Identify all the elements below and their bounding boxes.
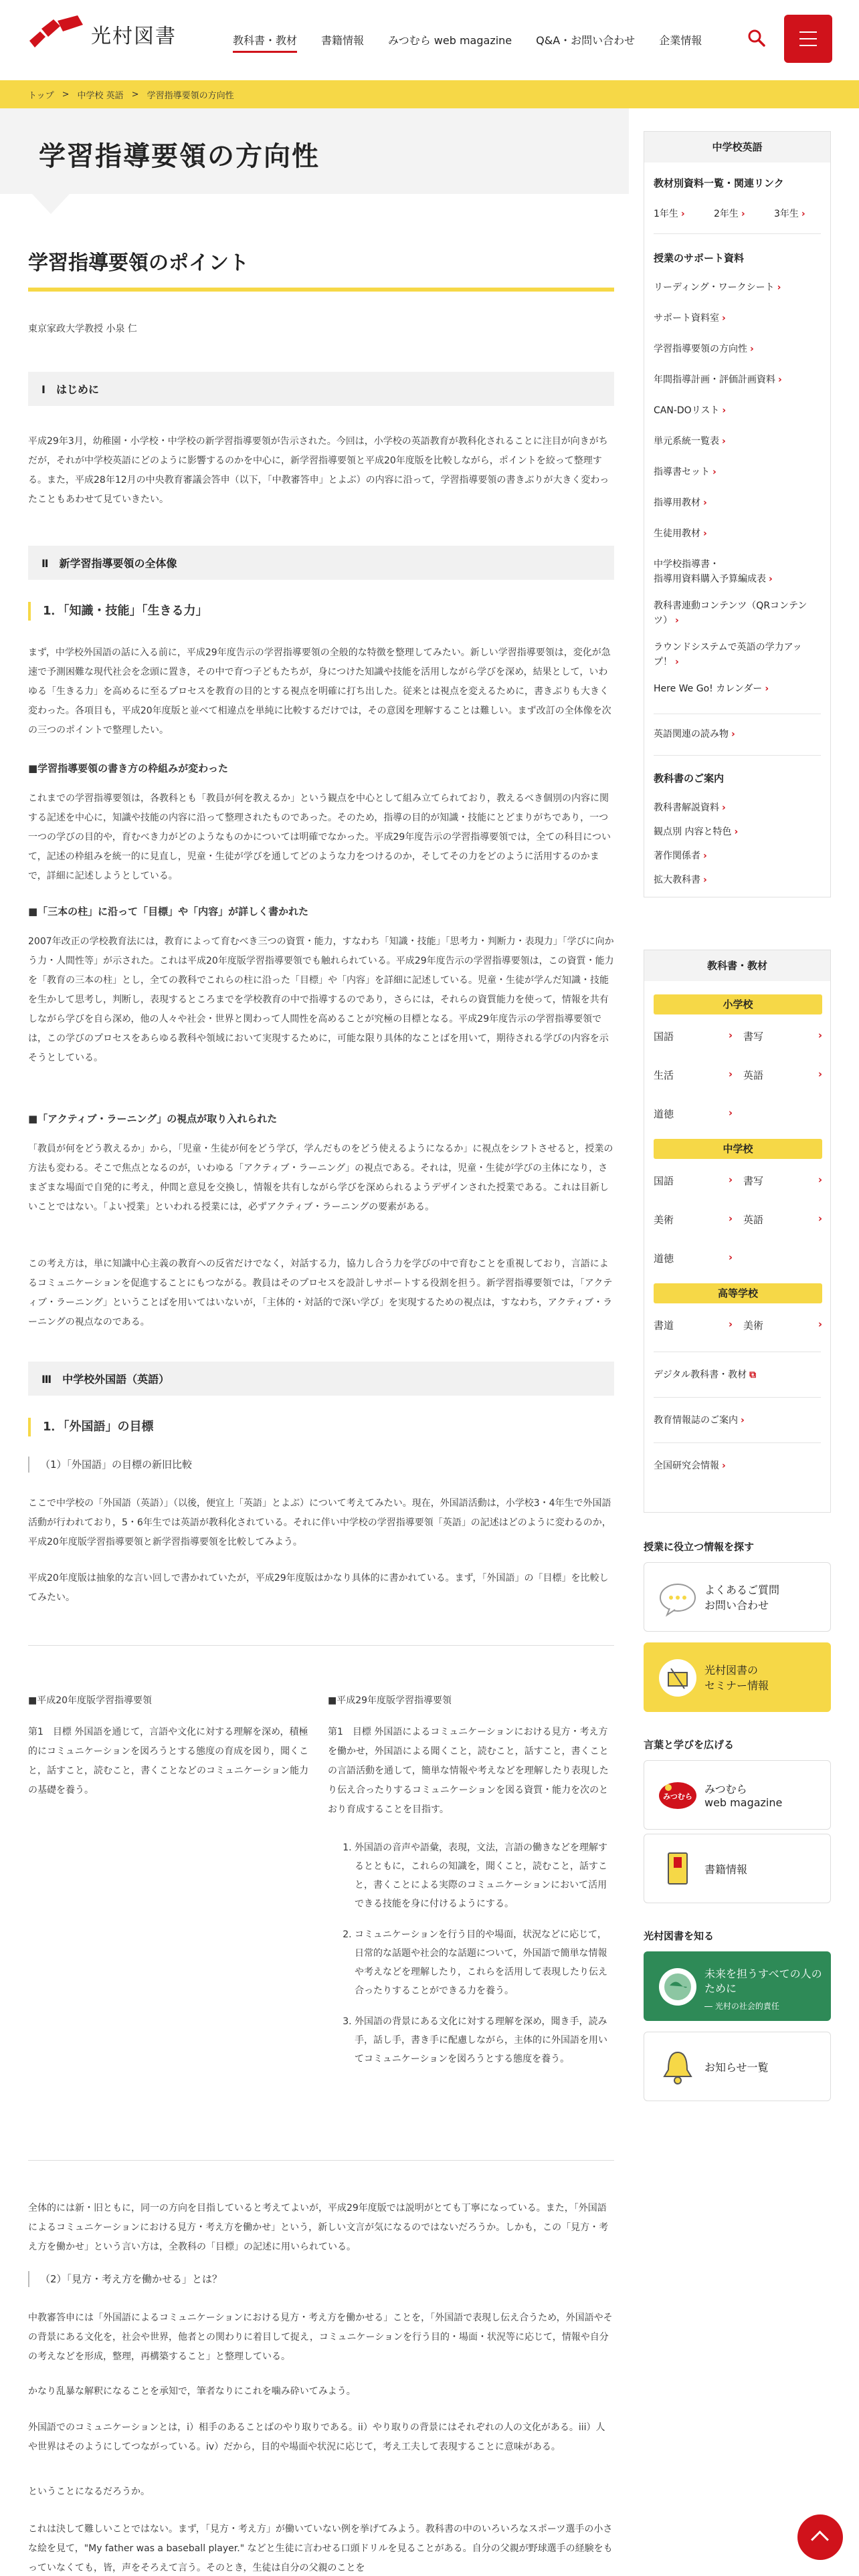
sidebar-item-budget[interactable] <box>644 557 830 599</box>
sidebar-guide-list <box>644 800 830 897</box>
comparison-new-heading: ■平成29年度版学習指導要領 <box>328 1695 452 1706</box>
grade-label: 2年生 <box>714 209 739 219</box>
sidebar-item-label: 単元系統一覧表 <box>654 436 719 447</box>
web-magazine-logo-icon <box>658 1776 698 1816</box>
divider <box>654 1442 821 1443</box>
sidebar-digital-textbooks-link[interactable] <box>644 1368 765 1381</box>
sidebar-item-round-system[interactable] <box>644 640 830 681</box>
chevron-right-icon: › <box>731 729 735 740</box>
sidebar-item-calendar[interactable] <box>644 681 830 712</box>
sidebar-item-commentary[interactable] <box>644 800 830 825</box>
divider <box>28 2160 614 2161</box>
search-icon[interactable] <box>745 27 768 49</box>
sidebar-label-support: 授業のサポート資料 <box>654 252 745 264</box>
elementary-label: 小学校 <box>654 994 822 1014</box>
chevron-right-icon: › <box>703 498 707 508</box>
minor-heading-viewpoint: （2）「見方・考え方を働かせる」とは？ <box>28 2271 222 2287</box>
elem-life-link[interactable] <box>654 1068 733 1082</box>
sidebar-grade-1[interactable] <box>644 207 694 220</box>
sidebar-magazines-link[interactable] <box>644 1413 754 1426</box>
goals-paragraph-2: 平成20年度版は抽象的な言い回しで書かれていたが，平成29年度版はかなり具体的に書かれている。まず，「外国語」の「目標」を比較してみたい。 <box>28 1573 609 1603</box>
chevron-right-icon: › <box>728 1174 733 1186</box>
chevron-right-icon: › <box>750 344 754 354</box>
sidebar-item-worksheet[interactable] <box>644 280 830 311</box>
sidebar-item-label: 英語関連の読み物 <box>654 729 729 740</box>
divider <box>654 1397 821 1398</box>
sidebar-item-label: 教科書解説資料 <box>654 802 719 813</box>
sidebar-item-label: 年間指導計画・評価計画資料 <box>654 374 775 385</box>
sidebar-item-label: 拡大教科書 <box>654 875 700 885</box>
bell-icon <box>658 2047 698 2087</box>
analysis-paragraph-5: ということになるだろうか。 <box>28 2486 150 2497</box>
nav-qa-contact[interactable]: Q&A・お問い合わせ <box>536 34 636 47</box>
overview-paragraph-5: この考え方は，単に知識中心主義の教育への反省だけでなく，対話する力，協力し合う力を学びの中で育むことを重視しており，言語によるコミュニケーションを促進することにもつながる。教員はそのプロセスを設計しサポートする役割を担う。新学習指導要領では，「アクティブ・ラーニング」ということばを用いてはいないが，「主体的・対話的で深い学び」を実現するための視点は，すなわち，アクティブ・ラーニングの視点なのである。 <box>28 1259 613 1327</box>
grade-label: 1年生 <box>654 209 678 219</box>
author: 東京家政大学教授 小泉 仁 <box>28 324 137 334</box>
hs-calligraphy-link[interactable] <box>654 1318 733 1332</box>
chevron-right-icon: › <box>722 436 726 447</box>
nav-company[interactable]: 企業情報 <box>659 34 702 47</box>
nav-web-magazine[interactable]: みつむら web magazine <box>388 34 512 47</box>
subheading-knowledge: 1．「知識・技能」「生きる力」 <box>28 602 208 621</box>
jhs-calligraphy-link[interactable] <box>743 1174 822 1188</box>
chevron-right-icon: › <box>722 405 727 416</box>
chevron-right-icon: › <box>722 802 726 813</box>
chevron-right-icon: › <box>703 851 707 861</box>
list-item: 3. 外国語の背景にある文化に対する理解を深め，聞き手，読み手，話し手，書き手に配慮しながら，主体的に外国語を用いてコミュニケーションを図ろうとする態度を養う。 <box>355 2012 614 2068</box>
analysis-paragraph-3: かなり乱暴な解釈になることを承知で，筆者なりにこれを噛み砕いてみよう。 <box>28 2386 356 2397</box>
subject-label: 生活 <box>654 1069 674 1081</box>
section-heading-overview: Ⅱ 新学習指導要領の全体像 <box>28 546 614 580</box>
seminar-icon <box>658 1658 698 1698</box>
section-heading-jhs-english: Ⅲ 中学校外国語（英語） <box>28 1362 614 1396</box>
chevron-right-icon: › <box>680 209 685 219</box>
article-title: 学習指導要領のポイント <box>28 246 614 292</box>
book-icon <box>658 1849 698 1889</box>
hero-notch <box>32 194 70 214</box>
card-label: お知らせ一覧 <box>704 2060 769 2074</box>
elem-calligraphy-link[interactable] <box>743 1029 822 1043</box>
web-magazine-card[interactable] <box>644 1760 831 1830</box>
sidebar-jhs-english-box <box>644 131 831 897</box>
overview-paragraph-2: これまでの学習指導要領は，各教科とも「教員が何を教えるか」という観点を中心として組み立てられており，教えるべき個別の内容に関する記述を中心に，知識や技能の内容に沿って整理されたものであった。そのため，指導の目的が知識・技能にとどまりがちであり，一つ一つの学びの目的や，育むべき力がどのようなものかについては明確でなかった。平成29年度告示の学習指導要領では，全ての科目について，記述の枠組みを統一的に見直し，児童・生徒が学びを通してどのような力をつけるのか，そしてその力をどのように活用するのかまで，詳細に記述しようとしている。 <box>28 793 611 881</box>
analysis-paragraph-6: これは決して難しいことではない。まず，「見方・考え方」が働いていない例を挙げてみよう。教科書の中のいろいろなスポーツ選手の小さな絵を見て，"My father was a baseball player." などと生徒に言わせる口頭ドリルを見ることがある。自分の父親が野球選手の経験をもっていなくても，皆，声をそろえて言う。そのとき，生徒は自分の父親のことを <box>28 2524 613 2573</box>
analysis-paragraph-1: 全体的には新・旧ともに，同一の方向を目指していると考えてよいが，平成29年度版では説明がとても丁寧になっている。また，「外国語によるコミュニケーションにおける見方・考え方を働かせ」という，新しい文言が気になるのではないだろうか。しかも，この「見方・考え方を働かせ」という言い方は，全教科の「目標」の記述に用いられている。 <box>28 2203 609 2252</box>
sidebar-item-label: 全国研究会情報 <box>654 1461 719 1471</box>
subject-label: 書写 <box>743 1031 764 1043</box>
sidebar-section-title: 言葉と学びを広げる <box>644 1739 735 1751</box>
chevron-right-icon: › <box>818 1212 822 1224</box>
sidebar-item-qr-contents[interactable] <box>644 599 830 640</box>
card-label: みつむら web magazine <box>704 1783 783 1809</box>
card-label: 光村図書の セミナー情報 <box>704 1664 769 1692</box>
sidebar-section-title: 光村図書を知る <box>644 1930 714 1942</box>
sidebar-item-label: リーディング・ワークシート <box>654 282 775 293</box>
page-hero <box>0 108 629 194</box>
chevron-right-icon: › <box>818 1068 822 1080</box>
chevron-right-icon: › <box>741 209 745 219</box>
comparison-new <box>328 1692 614 2080</box>
faq-card[interactable] <box>644 1562 831 1632</box>
news-card[interactable] <box>644 2032 831 2101</box>
sidebar-item-label: ラウンドシステムで英語の学力アップ！ <box>654 642 802 667</box>
chevron-right-icon: › <box>777 282 781 293</box>
sidebar-item-label: CAN-DOリスト <box>654 405 720 416</box>
chevron-right-icon: › <box>722 1461 726 1471</box>
card-sublabel: ― 光村の社会的責任 <box>704 2002 779 2011</box>
nav-books[interactable]: 書籍情報 <box>321 34 365 47</box>
sidebar-section-title: 授業に役立つ情報を探す <box>644 1541 755 1553</box>
subject-label: 国語 <box>654 1031 674 1043</box>
site-header <box>0 0 859 80</box>
divider <box>654 755 821 756</box>
breadcrumb-jhs-english[interactable]: 中学校 英語 <box>77 90 124 101</box>
elem-english-link[interactable] <box>743 1068 822 1082</box>
breadcrumb-top[interactable]: トップ <box>28 90 54 101</box>
chevron-right-icon: › <box>769 574 773 584</box>
subject-label: 書道 <box>654 1319 674 1331</box>
csr-card[interactable] <box>644 1951 831 2021</box>
card-label: よくあるご質問 お問い合わせ <box>704 1584 780 1612</box>
subject-label: 書写 <box>743 1175 764 1187</box>
sidebar-item-annual-plan[interactable] <box>644 372 830 403</box>
chevron-right-icon: › <box>703 875 707 885</box>
sidebar-item-curriculum[interactable] <box>644 342 830 372</box>
elem-japanese-link[interactable] <box>654 1029 733 1043</box>
hamburger-menu-button[interactable] <box>784 15 832 63</box>
sidebar-item-readings[interactable] <box>644 727 745 740</box>
elem-moral-link[interactable] <box>654 1107 733 1121</box>
sidebar-item-label: 学習指導要領の方向性 <box>654 344 747 354</box>
goals-paragraph-1: ここで中学校の「外国語（英語）」（以後，便宜上「英語」とよぶ）について考えてみたい。現在，外国語活動は，小学校3・4年生で外国語活動が行われており，5・6年生では英語が教科化されている。それに伴い中学校の学習指導要領「英語」の記述はどのように変わるのか，平成20年度版学習指導要領と新学習指導要領を比較してみよう。 <box>28 1498 611 1547</box>
analysis-paragraph-4: 外国語でのコミュニケーションとは，i）相手のあることばのやり取りである。ii）やり取りの背景にはそれぞれの人の文化がある。iii）人や世界はそのようにしてつながっている。iv）だから，目的や場面や状況に応じて，考え工夫して表現することに意味がある。 <box>28 2422 605 2452</box>
chevron-right-icon: › <box>675 615 679 626</box>
sidebar-item-label: 指導書セット <box>654 467 710 477</box>
chevron-right-icon: › <box>728 1251 733 1263</box>
jhs-moral-link[interactable] <box>654 1251 733 1265</box>
sidebar-item-large-print[interactable] <box>644 873 830 897</box>
section-heading-intro: Ⅰ はじめに <box>28 372 614 406</box>
sidebar-item-label: 教育情報誌のご案内 <box>654 1415 738 1426</box>
speech-bubble-icon <box>658 1578 698 1618</box>
sidebar-item-label: Here We Go! カレンダー <box>654 683 763 694</box>
comparison-new-list <box>328 1838 614 2068</box>
overview-paragraph-4: 「教員が何をどう教えるか」から，「児童・生徒が何をどう学び，学んだものをどう使えるようになるか」に視点をシフトさせると，授業の方法も変わる。そこで焦点となるのが，いわゆる「アクティブ・ラーニング」の視点である。それは，児童・生徒が学びの主体になり，さまざまな場面で自発的に考え，仲間と意見を交換し，情報を共有しながら学びを深められるようデザインされた授業である。これは目新しいことではない。「よい授業」といわれる授業には，必ずアクティブ・ラーニングの要素がある。 <box>28 1144 613 1212</box>
breadcrumb-separator-icon: > <box>131 89 139 100</box>
chevron-right-icon: › <box>778 374 782 385</box>
bullet-heading-active-learning: ■「アクティブ・ラーニング」の視点が取り入れられた <box>28 1113 278 1125</box>
sidebar-grade-3[interactable] <box>765 207 815 220</box>
sidebar-item-label: 指導用教材 <box>654 498 700 508</box>
intro-paragraph: 平成29年3月，幼稚園・小学校・中学校の新学習指導要領が告示された。今回は，小学校の英語教育が教科化されることに注目が向きがちだが，それが中学校英語にどのように影響するのかを中心に，新学習指導要領と平成20年度版を比較しながら，ポイントを絞って整理する。また，平成28年12月の中央教育審議会答申（以下，「中教審答申」とよぶ）の内容に沿って，学習指導要領の書きぶりが大きく変わったこともあわせて見ていきたい。 <box>28 436 609 505</box>
breadcrumb <box>0 80 859 108</box>
chevron-right-icon: › <box>728 1068 733 1080</box>
chevron-right-icon: › <box>728 1212 733 1224</box>
chevron-right-icon: › <box>734 827 739 837</box>
overview-paragraph-3: 2007年改正の学校教育法には，教育によって育むべき三つの資質・能力，すなわち「知識・技能」「思考力・判断力・表現力」「学びに向かう力・人間性等」が示された。これは平成20年度版学習指導要領でも触れられている。平成29年度告示の学習指導要領は，この資質・能力を「教育の三本の柱」とし，全ての教科でこれらの柱に沿った「目標」や「内容」を詳細に記述している。児童・生徒が学んだ知識・技能を生かして思考し，判断し，表現するところまでを学校教育の中で指導するのであり，さらには，それらの資質能力を使って，情報を共有しながら学びを自ら深め，他の人々や社会・世界と関わって人間性を高めることが究極の目標となる。平成29年度告示の学習指導要領では，この学びのプロセスをあらゆる教科や領域において実現するために，可能な限り具体的なことばを用いて，期待される学びの内容を示そうとしている。 <box>28 936 614 1063</box>
chevron-right-icon: › <box>728 1318 733 1330</box>
subject-label: 英語 <box>743 1069 764 1081</box>
sidebar-label-guide: 教科書のご案内 <box>654 772 725 784</box>
grade-label: 3年生 <box>774 209 799 219</box>
nav-textbooks[interactable]: 教科書・教材 <box>221 27 309 53</box>
breadcrumb-current: 学習指導要領の方向性 <box>147 90 234 101</box>
chevron-right-icon: › <box>765 683 769 694</box>
sidebar-item-features[interactable] <box>644 825 830 849</box>
chevron-right-icon: › <box>703 528 707 539</box>
globe-icon <box>658 1967 698 2007</box>
comparison-old <box>28 1692 316 1800</box>
sidebar-support-list <box>644 280 830 712</box>
logo-text: 光村図書 <box>91 25 177 48</box>
sidebar-box-title: 中学校英語 <box>644 132 830 163</box>
sidebar-item-support-room[interactable] <box>644 311 830 342</box>
chevron-right-icon: › <box>675 657 679 667</box>
list-item: 1. 外国語の音声や語彙，表現，文法，言語の働きなどを理解するとともに，これらの知識を，聞くこと，読むこと，話すこと，書くことによる実際のコミュニケーションにおいて活用できる技能を身に付けるようにする。 <box>355 1838 614 1913</box>
subject-label: 道徳 <box>654 1253 674 1265</box>
bullet-heading-three-pillars: ■「三本の柱」に沿って「目標」や「内容」が詳しく書かれた <box>28 905 309 918</box>
sidebar-textbooks-box <box>644 950 831 1513</box>
seminar-card[interactable] <box>644 1642 831 1712</box>
subject-label: 美術 <box>743 1319 764 1331</box>
sidebar-item-teacher-materials[interactable] <box>644 496 830 526</box>
jhs-japanese-link[interactable] <box>654 1174 733 1188</box>
chevron-right-icon: › <box>712 467 717 477</box>
global-nav <box>221 27 714 53</box>
sidebar-item-label: サポート資料室 <box>654 313 719 324</box>
subheading-goals: 1．「外国語」の目標 <box>28 1418 154 1436</box>
sidebar-research-link[interactable] <box>644 1459 735 1472</box>
chevron-right-icon: › <box>728 1107 733 1119</box>
sidebar-item-label: 観点別 内容と特色 <box>654 827 732 837</box>
overview-paragraph-1: まず，中学校外国語の話に入る前に，平成29年度告示の学習指導要領の全般的な特徴を整理してみたい。新しい学習指導要領は，変化が急速で予測困難な現代社会を念頭に置き，その中で育つ子どもたちが，身につけた知識や技能を活用しながら学びを深め，結果として，いわゆる「生きる力」を高めるに至るプロセスを教育の目的とする視点を明確に打ち出した。従来とは視点を変えるために，書きぶりも大きく変わった。各項目も，平成20年度版と並べて相違点を単純に比較するだけでは，その意図を理解することは難しい。まず改訂の全体像を次の三つのポイントで整理したい。 <box>28 647 611 736</box>
chevron-right-icon: › <box>728 1029 733 1041</box>
sidebar-item-unit-chart[interactable] <box>644 434 830 465</box>
sidebar-item-student-materials[interactable] <box>644 526 830 557</box>
jhs-english-link[interactable] <box>743 1212 822 1226</box>
comparison-old-heading: ■平成20年度版学習指導要領 <box>28 1695 153 1706</box>
subject-label: 道徳 <box>654 1108 674 1120</box>
subject-label: 国語 <box>654 1175 674 1187</box>
sidebar-item-label: 生徒用教材 <box>654 528 700 539</box>
page-title: 学習指導要領の方向性 <box>39 141 320 172</box>
sidebar-item-label: 中学校指導書・ 指導用資料購入予算編成表 <box>654 559 766 584</box>
list-item: 2. コミュニケーションを行う目的や場面，状況などに応じて，日常的な話題や社会的な話題について，外国語で簡単な情報や考えなどを理解したり，これらを活用して表現したり伝え合ったりすることができる力を養う。 <box>355 1925 614 2000</box>
sidebar-label-materials: 教材別資料一覧・関連リンク <box>654 177 784 189</box>
chevron-right-icon: › <box>722 313 726 324</box>
sidebar-grade-2[interactable] <box>704 207 755 220</box>
chevron-right-icon: › <box>741 1415 745 1426</box>
comparison-new-text: 第1 目標 外国語によるコミュニケーションにおける見方・考え方を働かせ，外国語による聞くこと，読むこと，話すこと，書くことの言語活動を通して，簡単な情報や考えなどを理解したり表現したり伝え合ったりするコミュニケーションを図る資質・能力を次のとおり育成することを目指す。 <box>328 1727 609 1815</box>
sidebar-box-title: 教科書・教材 <box>644 950 830 981</box>
subject-label: 美術 <box>654 1214 674 1226</box>
minor-heading-goal-comparison: （1）「外国語」の目標の新旧比較 <box>28 1457 192 1473</box>
divider <box>654 233 821 234</box>
divider <box>28 1645 614 1646</box>
external-link-icon: ⧉ <box>749 1370 757 1380</box>
sidebar-item-label: 著作関係者 <box>654 851 700 861</box>
jhs-art-link[interactable] <box>654 1212 733 1226</box>
card-label: 未来を担うすべての人のために <box>704 1967 822 1995</box>
sidebar-item-can-do[interactable] <box>644 403 830 434</box>
breadcrumb-separator-icon: > <box>62 89 70 100</box>
chevron-right-icon: › <box>801 209 805 219</box>
chevron-right-icon: › <box>818 1174 822 1186</box>
sidebar-item-label: デジタル教科書・教材 <box>654 1370 747 1380</box>
hs-art-link[interactable] <box>743 1318 822 1332</box>
hs-label: 高等学校 <box>654 1283 822 1303</box>
back-to-top-button[interactable] <box>797 2514 843 2560</box>
chevron-right-icon: › <box>818 1318 822 1330</box>
chevron-right-icon: › <box>818 1029 822 1041</box>
analysis-paragraph-2: 中教審答申には「外国語によるコミュニケーションにおける見方・考え方を働かせる」ことを，「外国語で表現し伝え合うため，外国語やその背景にある文化を，社会や世界，他者との関わりに着目して捉え，コミュニケーションを行う目的・場面・状況等に応じて，情報や自分の考えなどを形成，整理，再構築すること」と整理している。 <box>28 2313 613 2362</box>
bullet-heading-framework: ■学習指導要領の書き方の枠組みが変わった <box>28 762 229 774</box>
logo-mark-icon <box>27 14 86 54</box>
svg-text:みつむら: みつむら <box>663 1792 692 1801</box>
subject-label: 英語 <box>743 1214 764 1226</box>
sidebar-item-label: 教科書連動コンテンツ（QRコンテンツ） <box>654 601 807 626</box>
books-card[interactable] <box>644 1834 831 1903</box>
comparison-old-text: 第1 目標 外国語を通じて，言語や文化に対する理解を深め，積極的にコミュニケーションを図ろうとする態度の育成を図り，聞くこと，話すこと，読むこと，書くことなどのコミュニケーション能力の基礎を養う。 <box>28 1727 309 1796</box>
jhs-label: 中学校 <box>654 1139 822 1159</box>
card-label: 書籍情報 <box>704 1862 748 1876</box>
site-logo[interactable] <box>27 11 181 58</box>
sidebar-item-guide-set[interactable] <box>644 465 830 496</box>
sidebar-item-authors[interactable] <box>644 849 830 873</box>
